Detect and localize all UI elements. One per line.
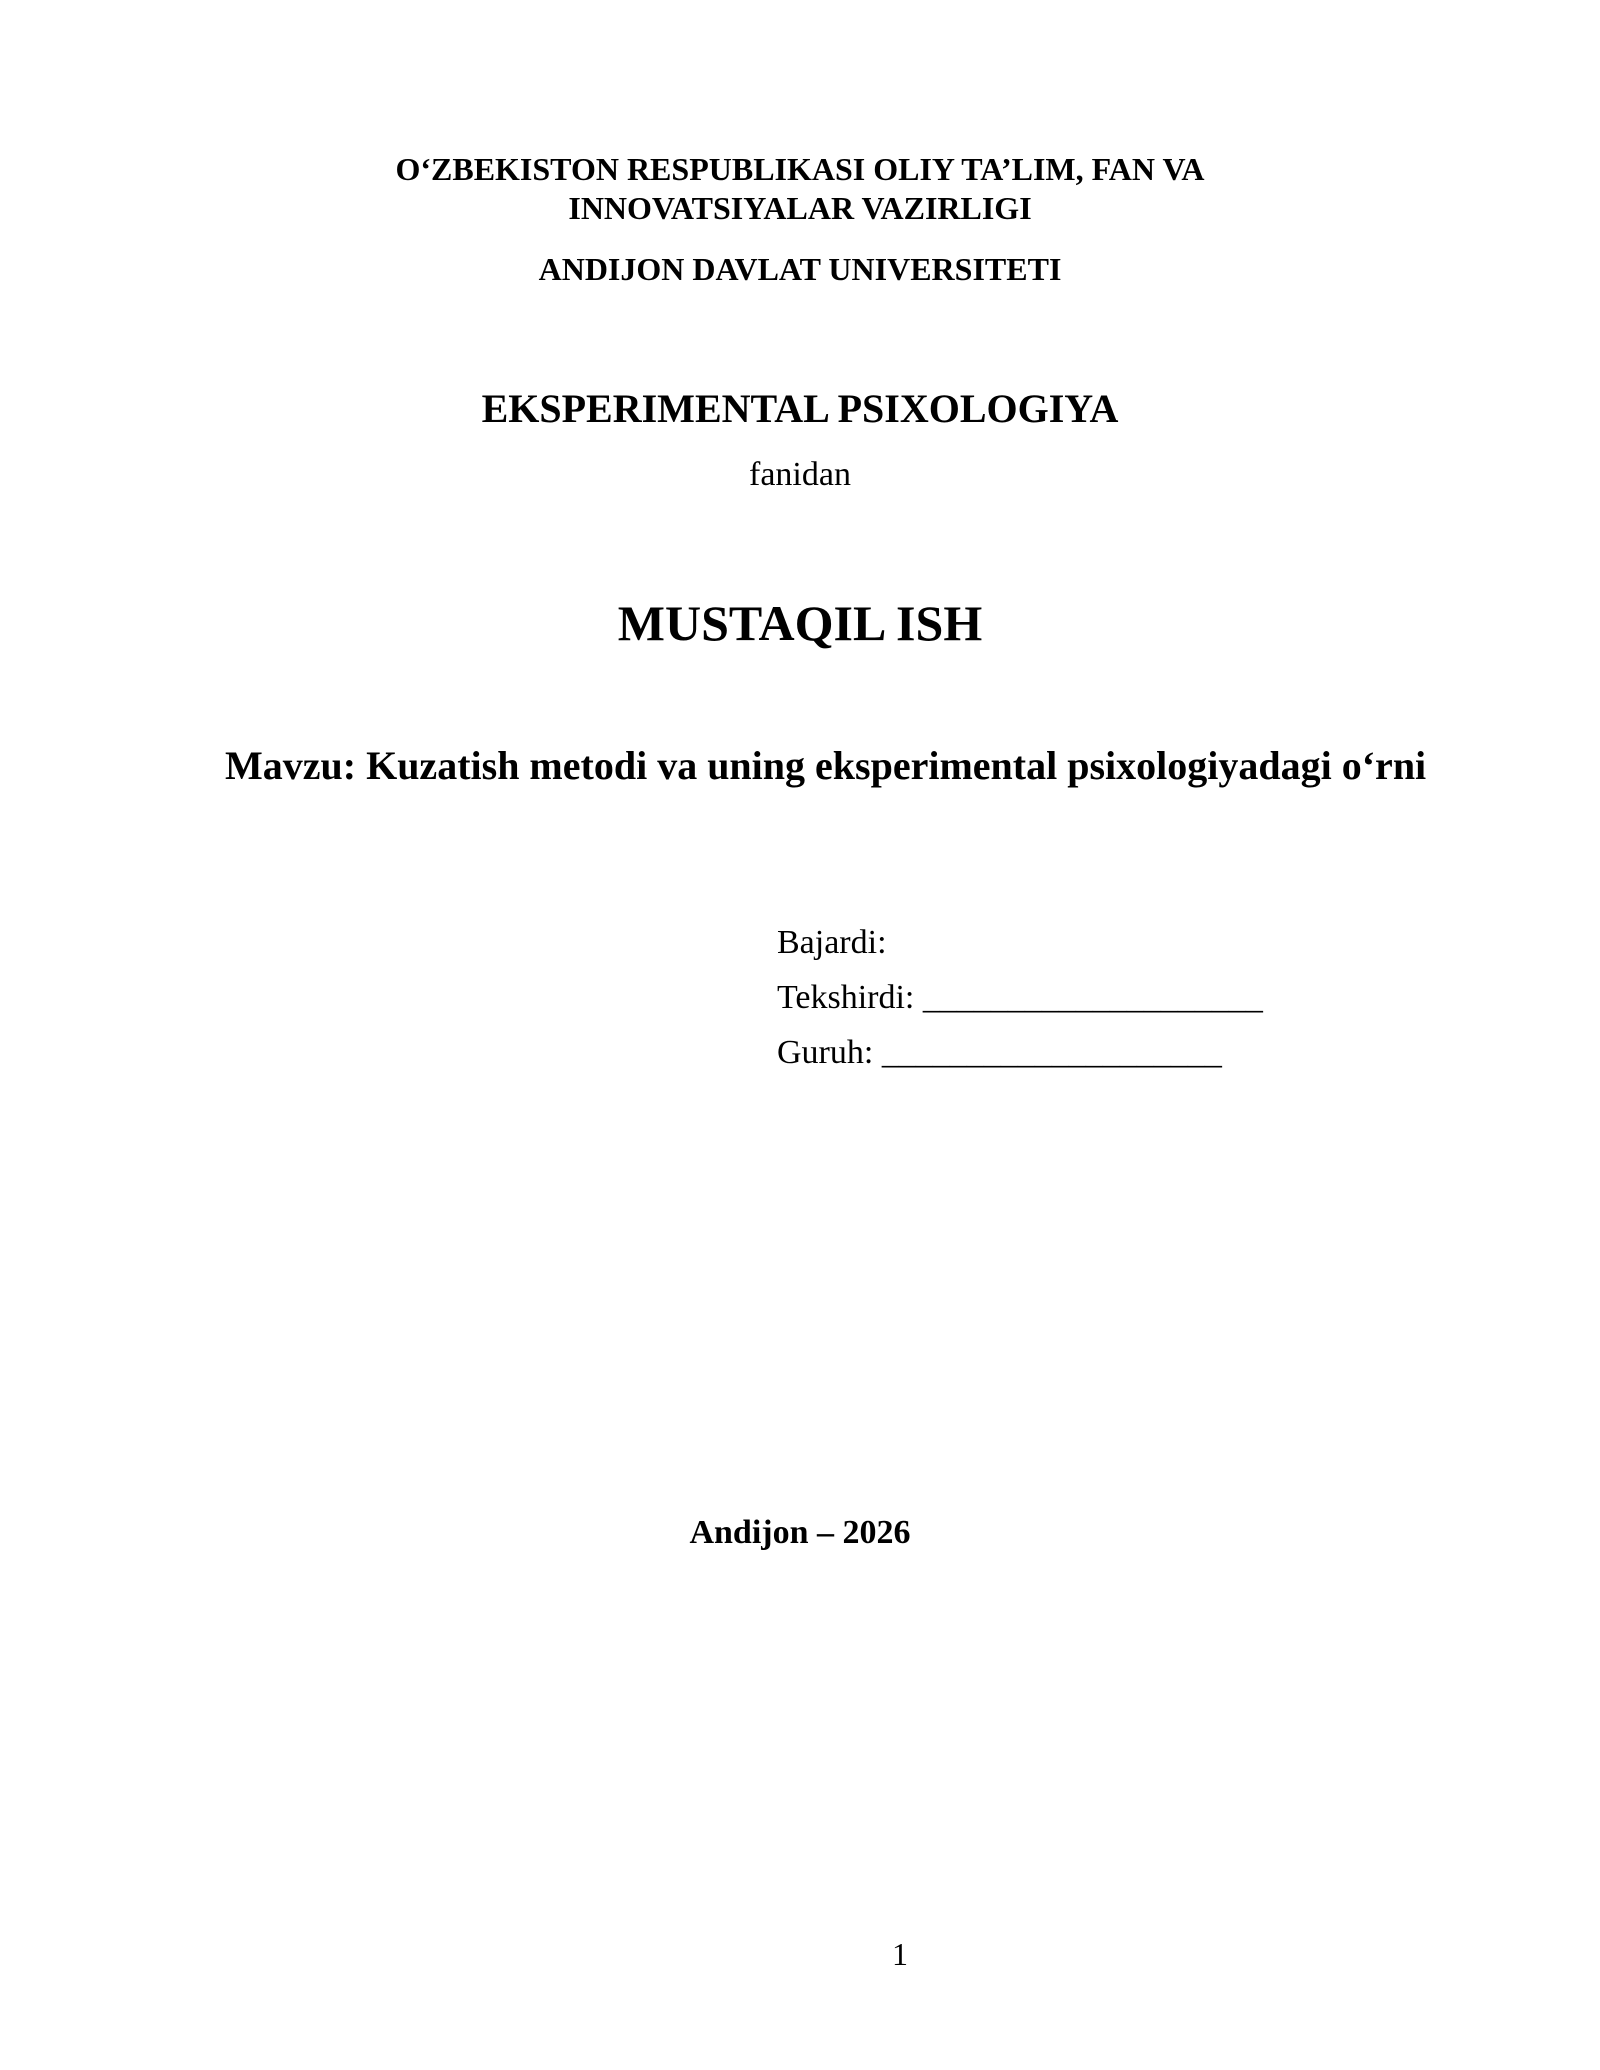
subject-title: EKSPERIMENTAL PSIXOLOGIYA	[481, 386, 1119, 431]
reviewer-blank: ____________________	[922, 979, 1263, 1016]
signature-fields	[777, 915, 1263, 1080]
group-blank: ____________________	[881, 1034, 1222, 1071]
reviewer-label: Tekshirdi:	[777, 979, 915, 1016]
subject-suffix: fanidan	[749, 456, 851, 493]
university-name: ANDIJON DAVLAT UNIVERSITETI	[538, 251, 1062, 287]
ministry-name	[0, 150, 1600, 228]
performer-label: Bajardi:	[777, 924, 887, 961]
group-label: Guruh:	[777, 1034, 874, 1071]
field-row-reviewer	[777, 970, 1263, 1025]
field-row-group	[777, 1025, 1263, 1080]
work-type-title: MUSTAQIL ISH	[617, 595, 983, 651]
page-number: 1	[892, 1936, 908, 1972]
ministry-name-line-2: INNOVATSIYALAR VAZIRLIGI	[568, 190, 1032, 226]
field-row-performer	[777, 915, 1263, 970]
city-year: Andijon – 2026	[689, 1514, 911, 1551]
ministry-name-line-1: O‘ZBEKISTON RESPUBLIKASI OLIY TA’LIM, FAN VA	[395, 151, 1205, 187]
topic-line: Mavzu: Kuzatish metodi va uning eksperimental psixologiyadagi o‘rni	[225, 743, 1427, 788]
